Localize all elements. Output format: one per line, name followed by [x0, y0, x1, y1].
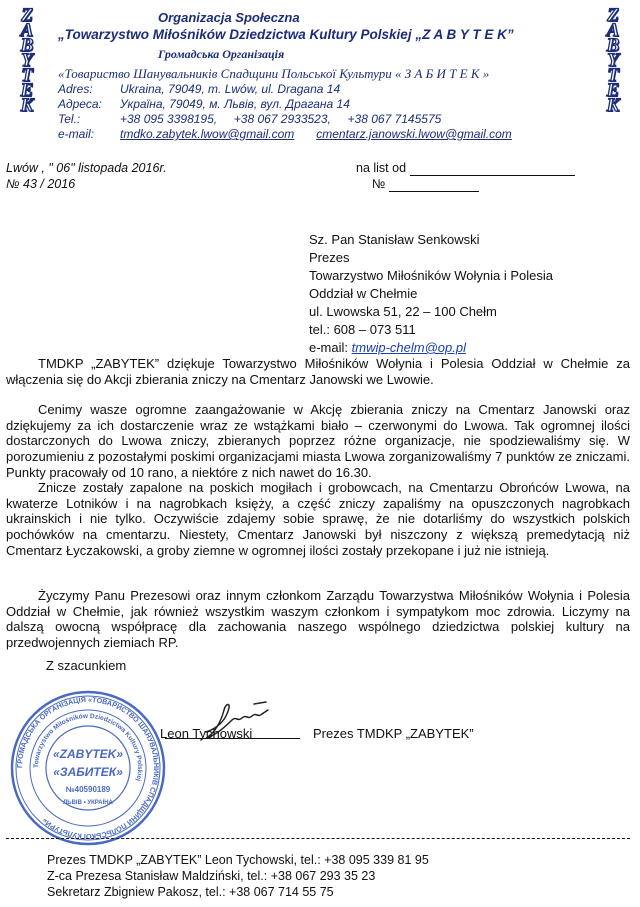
- phone-row: [58, 112, 441, 126]
- email-label: e-mail:: [58, 127, 95, 141]
- stamp-city: ЛЬВІВ • УКРАЇНА: [63, 800, 113, 806]
- recipient-email-label: e-mail:: [309, 340, 352, 355]
- paragraph-3: Znicze zostały zapalone na poskich mogiłach i grobowcach, na Cmentarzu Obrońców Lwowa, na kwaterze Lotników i na nagrobkach księży, a część zniczy zapaliśmy na opuszczonych nagrobkach ukrainskich i nie tylko. Oczywiście zdajemy sobie sprawę, że nie dotarliśmy do wszystkich polskich pochówków na cmentarzu. Niestety, Cmentarz Janowski był niszczony z większą premedytacją niż Cmentarz Łyczakowski, a groby ziemne w ogromnej ilości zostały przekopane i już nie istnieją.: [6, 480, 630, 558]
- logo-letter: A: [20, 20, 34, 41]
- paragraph-2: Cenimy wasze ogromne zaangażowanie w Akcję zbierania zniczy na Cmentarz Janowski oraz dziękujemy za ich dostarczenie wraz ze wstążkami biało – czerwonymi do Lwowa. Tak ogromnej ilości dostarczonych do Lwowa zniczy, zbieranych poprzez różne organizacje, nie spodziewaliśmy się. W porozumieniu z pozostałymi poskimi organizacjami miasta Lwowa zorganizowaliśmy 7 punktów ze zniczami. Punkty pracowały od 10 rano, a niektóre z nich nawet do 16.30.: [6, 402, 630, 480]
- logo-letter: A: [606, 20, 620, 41]
- logo-letter: T: [607, 65, 619, 86]
- ref-no-label: №: [372, 177, 386, 191]
- logo-letter: Y: [607, 50, 619, 71]
- stamp-number: №40590189: [65, 785, 111, 794]
- signer-title: Prezes TMDKP „ZABYTEK”: [313, 726, 474, 741]
- signer-name: Leon Tychowski: [160, 726, 253, 741]
- reference-block: [356, 160, 575, 192]
- date-block: [6, 160, 167, 192]
- logo-letter: T: [21, 65, 33, 86]
- official-stamp: [8, 688, 168, 848]
- address-ua: Україна, 79049, м. Львів, вул. Драгана 14: [120, 97, 350, 111]
- logo-letter: Z: [607, 5, 619, 26]
- recipient-org: Towarzystwo Miłośników Wołynia i Polesia: [309, 268, 553, 283]
- handwritten-signature: [196, 698, 276, 742]
- stamp-center-ua: «ЗАБИТЕК»: [53, 765, 123, 779]
- recipient-phone: tel.: 608 – 073 511: [309, 322, 416, 337]
- ref-no-line: [389, 191, 479, 192]
- recipient-email-link[interactable]: tmwip-chelm@op.pl: [351, 340, 466, 355]
- footer-president: Prezes TMDKP „ZABYTEK” Leon Tychowski, tel.: +38 095 339 81 95: [47, 853, 429, 867]
- logo-letter: Y: [21, 50, 33, 71]
- address-pl-row: [58, 82, 340, 96]
- logo-letter: E: [606, 80, 620, 101]
- address-ua-label: Адреса:: [58, 97, 102, 111]
- org-name-ua: «Товариство Шанувальників Спадщини Польської Культури « З А Б И Т Е К »: [58, 66, 490, 81]
- logo-letter: E: [20, 80, 34, 101]
- stamp-outer-text: ГРОМАДСЬКА ОРГАНІЗАЦІЯ «ТОВАРИСТВО ШАНУВАЛЬНИКІВ СПАДЩИНИ ПОЛЬСЬКОЇ КУЛЬТУРИ»: [14, 694, 162, 842]
- org-type-ua: Громадська Організація: [158, 47, 285, 61]
- logo-letter: B: [20, 35, 34, 56]
- closing-greeting: Z szacunkiem: [46, 658, 127, 673]
- ref-label: na list od: [356, 161, 407, 175]
- side-logo-right: [592, 5, 634, 116]
- phone-label: Tel.:: [58, 112, 81, 126]
- email-row: [58, 127, 512, 141]
- address-pl-label: Adres:: [58, 82, 93, 96]
- stamp-inner-text: Towarzystwo Miłośników Dziedzictwa Kultury Polskiej: [32, 712, 144, 782]
- side-logo-left: [6, 5, 48, 116]
- logo-letter: K: [20, 95, 34, 116]
- address-pl: Ukraina, 79049, m. Lwów, ul. Dragana 14: [120, 82, 341, 96]
- paragraph-4: Życzymy Panu Prezesowi oraz innym członkom Zarządu Towarzystwa Miłośników Wołynia i Polesia Oddział w Chełmie, jak również wszystkim waszym członkom i sympatykom moc zdrowia. Liczymy na dalszą owocną współpracę dla zachowania naszego wspólnego dziedzictwa polskiej kultury na przedwojennych ziemiach RP.: [6, 588, 630, 650]
- org-name-pl: „Towarzystwo Miłośników Dziedzictwa Kultury Polskiej „Z A B Y T E K”: [58, 27, 514, 42]
- phone-numbers: +38 095 3398195, +38 067 2933523, +38 067 7145575: [120, 112, 442, 126]
- footer-secretary: Sekretarz Zbigniew Pakosz, tel.: +38 067 714 55 75: [47, 885, 334, 899]
- recipient-branch: Oddział w Chełmie: [309, 286, 418, 301]
- address-ua-row: [58, 97, 350, 111]
- letter-body: [6, 356, 630, 666]
- recipient-title: Prezes: [309, 250, 350, 265]
- stamp-center-pl: «ZABYTEK»: [52, 747, 124, 761]
- footer-vice-president: Z-ca Prezesa Stanisław Maldziński, tel.: +38 067 293 35 23: [47, 869, 376, 883]
- footer-divider: [6, 838, 630, 839]
- letter-number: № 43 / 2016: [6, 177, 76, 191]
- org-type-pl: Organizacja Społeczna: [158, 10, 300, 25]
- footer-contacts: [47, 852, 429, 900]
- email-link-1[interactable]: tmdko.zabytek.lwow@gmail.com: [120, 127, 295, 141]
- logo-letter: Z: [21, 5, 33, 26]
- email-link-2[interactable]: cmentarz.janowski.lwow@gmail.com: [316, 127, 512, 141]
- logo-letter: B: [606, 35, 620, 56]
- recipient-name: Sz. Pan Stanisław Senkowski: [309, 232, 480, 247]
- logo-letter: K: [606, 95, 620, 116]
- recipient-address: [309, 231, 553, 357]
- recipient-street: ul. Lwowska 51, 22 – 100 Chełm: [309, 304, 497, 319]
- letter-date: Lwów , " 06" listopada 2016r.: [6, 161, 167, 175]
- paragraph-1: TMDKP „ZABYTEK” dziękuje Towarzystwo Miłośników Wołynia i Polesia Oddział w Chełmie za włączenia się do Akcji zbierania zniczy na Cmentarz Janowski we Lwowie.: [6, 356, 630, 387]
